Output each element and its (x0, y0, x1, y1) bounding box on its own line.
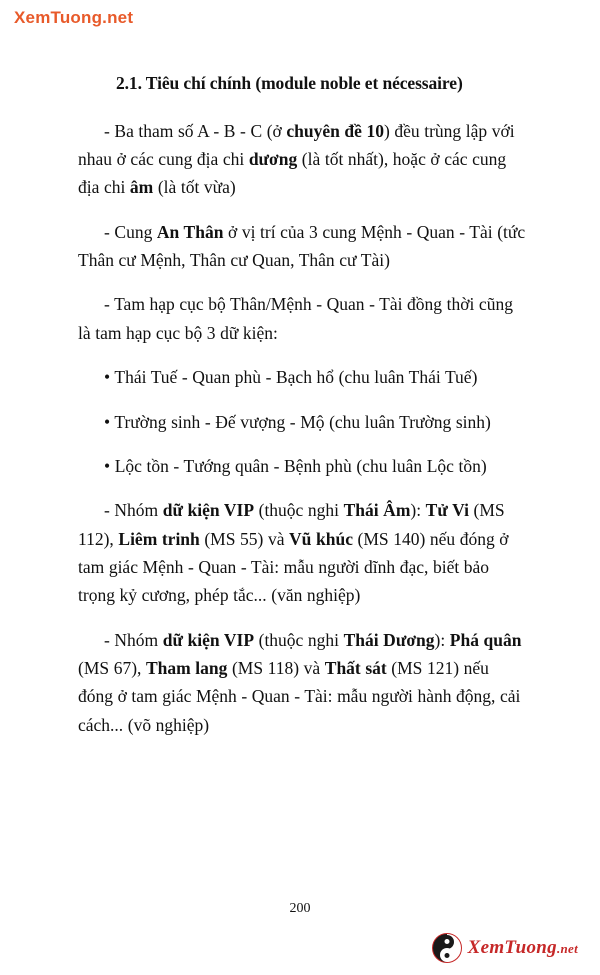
page-title: 2.1. Tiêu chí chính (module noble et nécessaire) (116, 73, 463, 93)
paragraph-3 (78, 290, 528, 347)
paragraph-4 (78, 496, 528, 609)
paragraph-5 (78, 626, 528, 739)
logo-text-suffix: .net (556, 941, 578, 956)
page-number: 200 (289, 901, 311, 916)
yinyang-icon (432, 933, 462, 963)
logo-text-main: XemTuong (467, 937, 557, 958)
logo-text (468, 937, 578, 959)
paragraph-2-text: - Cung An Thân ở vị trí của 3 cung Mệnh - Quan - Tài (tức Thân cư Mệnh, Thân cư Quan, Thân cư Tài) (78, 221, 526, 271)
paragraph-4-text: - Nhóm dữ kiện VIP (thuộc nghi Thái Âm): Tử Vi (MS 112), Liêm trinh (MS 55) và Vũ khúc (MS 140) nếu đóng ở tam giác Mệnh - Quan - Tài: mẫu người dĩnh đạc, biết bảo trọng kỷ cương, phép tắc... (văn nghiệp) (78, 500, 509, 606)
bullet-item-2: • Trường sinh - Đế vượng - Mộ (chu luân Trường sinh) (104, 411, 491, 432)
bullet-item-1: • Thái Tuế - Quan phù - Bạch hổ (chu luân Thái Tuế) (104, 367, 478, 388)
watermark-top: XemTuong.net (14, 8, 134, 27)
document-content (78, 72, 528, 755)
paragraph-1 (78, 117, 528, 202)
paragraph-5-text: - Nhóm dữ kiện VIP (thuộc nghi Thái Dương): Phá quân (MS 67), Tham lang (MS 118) và Thất sát (MS 121) nếu đóng ở tam giác Mệnh - Quan - Tài: mẫu người hành động, cải cách... (võ nghiệp) (78, 629, 522, 735)
footer-logo (432, 933, 578, 963)
paragraph-2 (78, 218, 528, 275)
paragraph-3-text: - Tam hạp cục bộ Thân/Mệnh - Quan - Tài đồng thời cũng là tam hạp cục bộ 3 dữ kiện: (78, 294, 513, 343)
bullet-item-3: • Lộc tồn - Tướng quân - Bệnh phù (chu luân Lộc tồn) (104, 455, 487, 476)
paragraph-1-text: - Ba tham số A - B - C (ở chuyên đề 10) đều trùng lập với nhau ở các cung địa chi dương (là tốt nhất), hoặc ở các cung địa chi âm (là tốt vừa) (78, 120, 515, 198)
yinyang-dot-top (444, 939, 449, 944)
yinyang-dot-bottom (444, 953, 449, 958)
